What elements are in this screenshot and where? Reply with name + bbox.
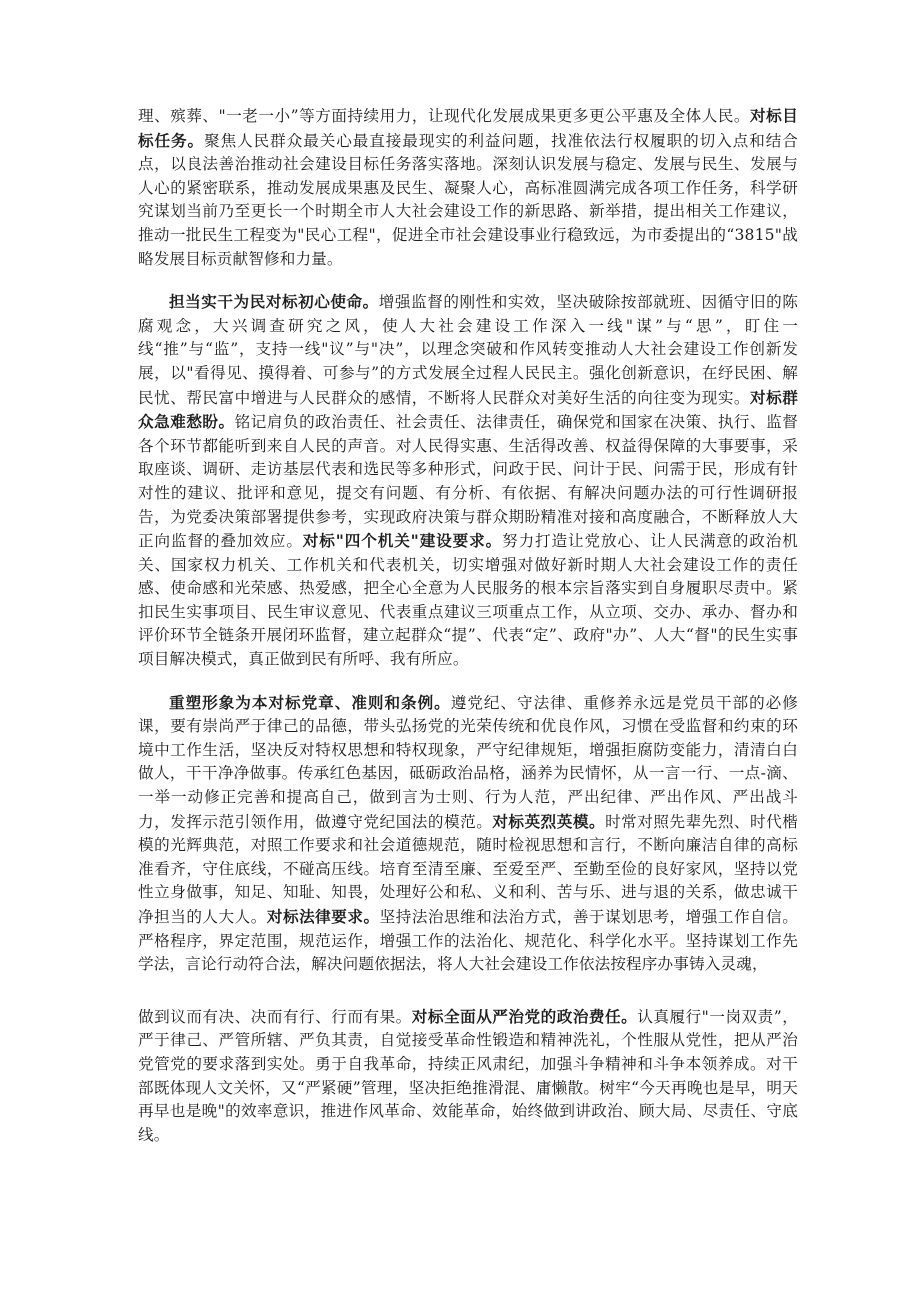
paragraph-3 [138, 691, 798, 977]
text-run: 坚持法治思维和法治方式，善于谋划思考，增强工作自信。严格程序，界定范围，规范运作，增强工作的法治化、规范化、科学化水平。坚持谋划工作先学法，言论行动符合法，解决问题依据法，将人大社会建设工作依法按程序办事铸入灵魂， [138, 908, 798, 974]
text-run: 认真履行"一岗双责”，严于律己、严管所辖、严负其责，自觉接受革命性锻造和精神洗礼，个性服从党性，把从严治党管党的要求落到实处。勇于自我革命，持续正风肃纪，加强斗争精神和斗争本领养成。对干部既体现人文关怀，又“严紧硬”管理，坚决拒绝推滑混、庸懒散。树牢“今天再晚也是早，明天再早也是晚"的效率意识，推进作风革命、效能革命，始终做到讲政治、顾大局、尽责任、守底线。 [138, 1007, 798, 1144]
bold-heading: 对标群众急难愁盼。 [138, 387, 799, 432]
bold-heading: 对标目标任务。 [138, 106, 799, 150]
document-page [138, 104, 798, 1147]
paragraph-4 [138, 1005, 798, 1148]
text-run: 铭记肩负的政治责任、社会责任、法律责任，确保党和国家在决策、执行、监督各个环节都能听到来自人民的声音。对人民得实惠、生活得改善、权益得保障的大事要事，采取座谈、调研、走访基层代表和选民等多种形式，问政于民、问计于民、问需于民，形成有针对性的建议、批评和意见，提交有问题、有分析、有依据、有解决问题办法的可行性调研报告，为党委决策部署提供参考，实现政府决策与群众期盼精准对接和高度融合，不断释放人大正向监督的叠加效应。 [138, 413, 798, 551]
text-run: 遵党纪、守法律、重修养永远是党员干部的必修课，要有崇尚严于律己的品德，带头弘扬党的光荣传统和优良作风，习惯在受监督和约束的环境中工作生活，坚决反对特权思想和特权现象，严守纪律规矩，增强拒腐防变能力，清清白白做人，干干净净做事。传承红色基因，砥砺政治品格，涵养为民情怀，从一言一行、一点-滴、一举一动修正完善和提高自己，做到言为士则、行为人范，严出纪律、严出作风、严出战斗力，发挥示范引领作用，做遵守党纪国法的模范。 [138, 693, 798, 831]
text-run: 理、殡葬、"一老一小”等方面持续用力，让现代化发展成果更多更公平惠及全体人民。 [138, 107, 751, 125]
paragraph-1 [138, 104, 798, 271]
bold-heading: 对标法律要求。 [266, 907, 380, 926]
text-run: 努力打造让党放心、让人民满意的政治机关、国家权力机关、工作机关和代表机关，切实增强对做好新时期人大社会建设工作的责任感、使命感和光荣感、热爱感，把全心全意为人民服务的根本宗旨落实到自身履职尽责中。紧扣民生实事项目、民生审议意见、代表重点建议三项重点工作，从立项、交办、承办、督办和评价环节全链条开展闭环监督，建立起群众“提”、代表“定”、政府"办”、人大“督"的民生实事项目解决模式，真正做到民有所呼、我有所应。 [138, 532, 798, 669]
bold-heading: 重塑形象为本对标党章、准则和条例。 [169, 692, 451, 712]
text-run: 聚焦人民群众最关心最直接最现实的利益问题，找准依法行权履职的切入点和结合点，以良法善治推动社会建设目标任务落实落地。深刻认识发展与稳定、发展与民生、发展与人心的紧密联系，推动发展成果惠及民生、凝聚人心，高标准圆满完成各项工作任务，科学研究谋划当前乃至更长一个时期全市人大社会建设工作的新思路、新举措，提出相关工作建议，推动一批民生工程变为"民心工程"，促进全市社会建设事业行稳致远，为市委提出的“3815"战略发展目标贡献智修和力量。 [138, 131, 798, 268]
bold-heading: 对标英烈英模。 [492, 811, 606, 831]
bold-heading: 对标"四个机关"建设要求。 [302, 531, 503, 551]
text-run: 增强监督的刚性和实效，坚决破除按部就班、因循守旧的陈腐观念，大兴调查研究之风，使人大社会建设工作深入一线"谋”与“思”，盯住一线“推”与“监”，支持一线"议”与"决”，以理念突破和作风转变推动人大社会建设工作创新发展，以"看得见、摸得着、可参与”的方式发展全过程人民民主。强化创新意识，在纾民困、解民忧、帮民富中增进与人民群众的感情，不断将人民群众对美好生活的向往变为现实。 [138, 293, 798, 407]
text-run: 时常对照先辈先烈、时代楷模的光辉典范，对照工作要求和社会道德规范，随时检视思想和言行，不断向廉洁自律的高标准看齐，守住底线，不碰高压线。培育至清至廉、至爱至严、至勤至俭的良好家风，坚持以党性立身做事，知足、知耻、知畏，处理好公和私、义和利、苦与乐、进与退的关系，做忠诚干净担当的人大人。 [138, 812, 798, 926]
text-run: 做到议而有决、决而有行、行而有果。 [138, 1007, 412, 1026]
bold-heading: 担当实干为民对标初心使命。 [169, 292, 379, 312]
bold-heading: 对标全面从严治党的政治费任。 [411, 1006, 638, 1026]
paragraph-2 [138, 290, 798, 672]
